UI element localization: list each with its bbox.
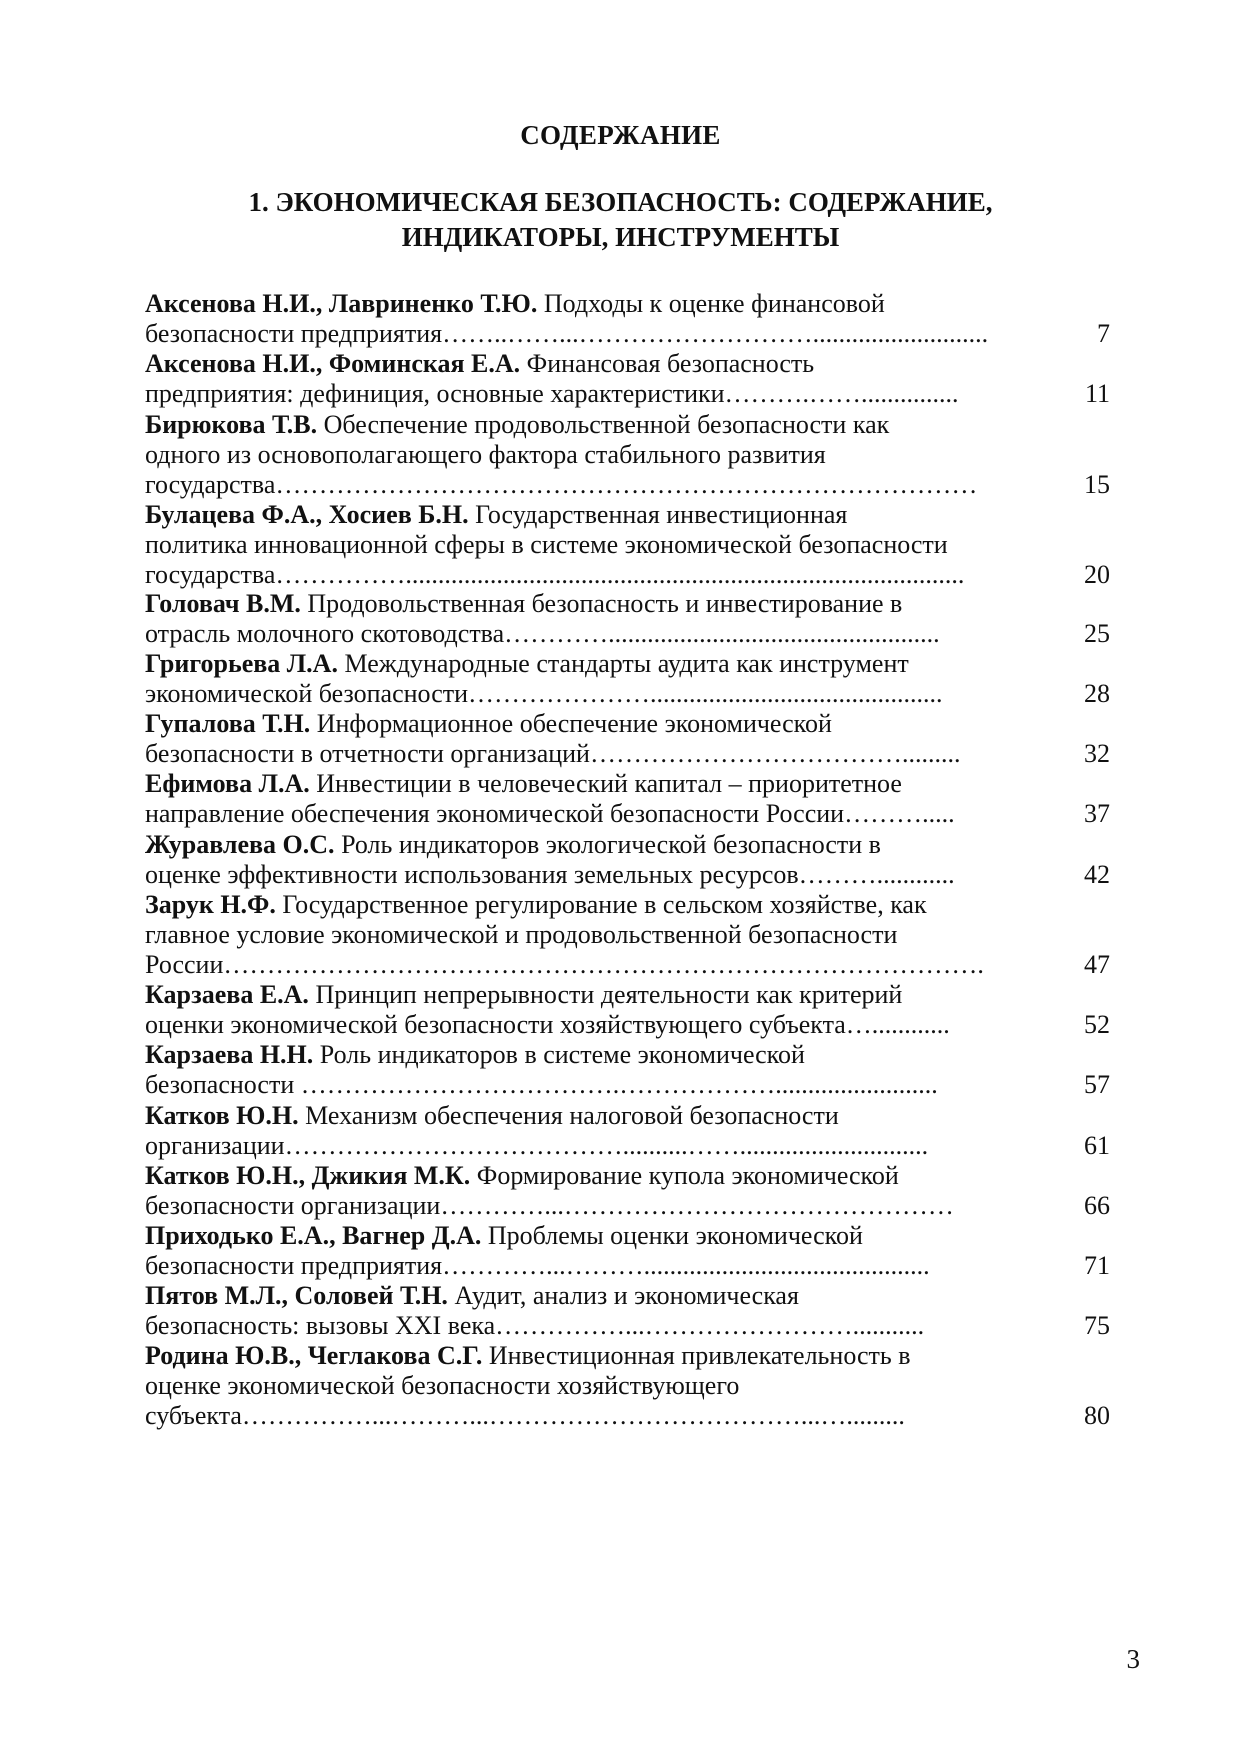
toc-page-number: 42 bbox=[1084, 860, 1110, 889]
toc-page-number: 32 bbox=[1084, 739, 1110, 768]
toc-title-line: безопасности предприятия……..……...………………………........................... bbox=[145, 319, 989, 348]
toc-entry-first-line bbox=[145, 587, 1065, 621]
toc-title-line: главное условие экономической и продовольственной безопасности bbox=[145, 920, 898, 949]
toc-title-start: Государственная инвестиционная bbox=[468, 500, 848, 529]
toc-entry-first-line bbox=[145, 978, 1065, 1012]
toc-page-number: 52 bbox=[1084, 1010, 1110, 1039]
section-title-line-1: 1. ЭКОНОМИЧЕСКАЯ БЕЗОПАСНОСТЬ: СОДЕРЖАНИЕ, bbox=[248, 187, 993, 217]
toc-page-number: 66 bbox=[1084, 1191, 1110, 1220]
toc-page-number: 20 bbox=[1084, 560, 1110, 589]
toc-entry-first-line bbox=[145, 347, 1065, 381]
toc-author: Зарук Н.Ф. bbox=[145, 890, 276, 919]
page-title: СОДЕРЖАНИЕ bbox=[520, 120, 721, 150]
toc-title-start: Информационное обеспечение экономической bbox=[310, 709, 832, 738]
toc-title-line: направление обеспечения экономической безопасности России………..... bbox=[145, 799, 955, 828]
toc-title-start: Подходы к оценке финансовой bbox=[537, 289, 885, 318]
toc-title-start: Формирование купола экономической bbox=[470, 1161, 899, 1190]
toc-page-number: 11 bbox=[1084, 379, 1110, 408]
toc-entry-first-line bbox=[145, 1038, 1065, 1072]
toc-author: Аксенова Н.И., Фоминская Е.А. bbox=[145, 349, 521, 378]
toc-entry-first-line bbox=[145, 1219, 1065, 1253]
toc-title-line: экономической безопасности…………………............................................. bbox=[145, 679, 943, 708]
toc-entry-first-line bbox=[145, 408, 1065, 442]
toc-title-start: Государственное регулирование в сельском хозяйстве, как bbox=[275, 890, 927, 919]
toc-page-number: 37 bbox=[1084, 799, 1110, 828]
toc-page-number: 15 bbox=[1084, 470, 1110, 499]
toc-entry-first-line bbox=[145, 1339, 1065, 1373]
toc-title-line: безопасности ……………………………….………………......................... bbox=[145, 1070, 938, 1099]
toc-title-line: политика инновационной сферы в системе экономической безопасности bbox=[145, 530, 948, 559]
toc-author: Родина Ю.В., Чеглакова С.Г. bbox=[145, 1341, 483, 1370]
toc-entry-first-line bbox=[145, 767, 1065, 801]
toc-title-start: Принцип непрерывности деятельности как критерий bbox=[308, 980, 903, 1009]
toc-title-start: Роль индикаторов экологической безопасности в bbox=[334, 830, 881, 859]
toc-page-number: 61 bbox=[1084, 1131, 1110, 1160]
toc-title-start: Продовольственная безопасность и инвестирование в bbox=[300, 589, 903, 618]
page-number: 3 bbox=[1126, 1644, 1140, 1674]
toc-page-number: 71 bbox=[1084, 1251, 1110, 1280]
toc-title-line: одного из основополагающего фактора стабильного развития bbox=[145, 440, 826, 469]
section-title bbox=[0, 185, 1241, 255]
toc-page-number: 25 bbox=[1084, 619, 1110, 648]
toc-author: Пятов М.Л., Соловей Т.Н. bbox=[145, 1281, 448, 1310]
toc-author: Бирюкова Т.В. bbox=[145, 410, 318, 439]
toc-title-line: отрасль молочного скотоводства…………................................................... bbox=[145, 619, 940, 648]
toc-author: Булацева Ф.А., Хосиев Б.Н. bbox=[145, 500, 469, 529]
toc-title-line: оценке экономической безопасности хозяйствующего bbox=[145, 1371, 740, 1400]
toc-author: Григорьева Л.А. bbox=[145, 649, 338, 678]
toc-author: Журавлева О.С. bbox=[145, 830, 335, 859]
toc-page-number: 47 bbox=[1084, 950, 1110, 979]
toc-page-number: 80 bbox=[1084, 1401, 1110, 1430]
toc-title-start: Инвестиции в человеческий капитал – приоритетное bbox=[309, 769, 902, 798]
toc-title-line: предприятия: дефиниция, основные характеристики……….……............... bbox=[145, 379, 959, 408]
toc-title-line: оценке эффективности использования земельных ресурсов………............ bbox=[145, 860, 955, 889]
toc-title-line: безопасности в отчетности организаций………………………………......... bbox=[145, 739, 961, 768]
toc-title-start: Аудит, анализ и экономическая bbox=[447, 1281, 799, 1310]
toc-page-number: 28 bbox=[1084, 679, 1110, 708]
toc-author: Головач В.М. bbox=[145, 589, 301, 618]
toc-page-number: 75 bbox=[1084, 1311, 1110, 1340]
toc-title-line: государства……………………………………………………………………… bbox=[145, 470, 978, 499]
toc-entry-first-line bbox=[145, 888, 1065, 922]
toc-title-line: оценки экономической безопасности хозяйствующего субъекта…............ bbox=[145, 1010, 950, 1039]
toc-page-number: 7 bbox=[1097, 319, 1110, 348]
toc-title-start: Роль индикаторов в системе экономической bbox=[313, 1040, 805, 1069]
toc-entry-first-line bbox=[145, 1099, 1065, 1133]
toc-title-start: Обеспечение продовольственной безопасности как bbox=[317, 410, 890, 439]
toc-author: Аксенова Н.И., Лавриненко Т.Ю. bbox=[145, 289, 538, 318]
toc-author: Приходько Е.А., Вагнер Д.А. bbox=[145, 1221, 482, 1250]
toc-title-start: Финансовая безопасность bbox=[520, 349, 815, 378]
toc-entry-first-line bbox=[145, 828, 1065, 862]
toc-author: Катков Ю.Н. bbox=[145, 1101, 299, 1130]
toc-title-line: субъекта……………...………...………………………………...…......... bbox=[145, 1401, 905, 1430]
toc-title-start: Проблемы оценки экономической bbox=[481, 1221, 863, 1250]
toc-title-line: организации…………………………………..........……............................. bbox=[145, 1131, 929, 1160]
toc-title-line: России……………………………………………………………………………. bbox=[145, 950, 984, 979]
toc-entry-first-line bbox=[145, 1159, 1065, 1193]
toc-page-number: 57 bbox=[1084, 1070, 1110, 1099]
toc-author: Ефимова Л.А. bbox=[145, 769, 310, 798]
toc-title-start: Инвестиционная привлекательность в bbox=[482, 1341, 911, 1370]
toc-title-line: безопасности предприятия…………...………............................................ bbox=[145, 1251, 930, 1280]
toc-title-line: государства……………...................................................................................... bbox=[145, 560, 965, 589]
toc-title-line: безопасность: вызовы XXI века……………...……………………........... bbox=[145, 1311, 925, 1340]
toc-author: Карзаева Е.А. bbox=[145, 980, 309, 1009]
toc-title-start: Международные стандарты аудита как инструмент bbox=[337, 649, 909, 678]
toc-entry-first-line bbox=[145, 287, 1065, 321]
toc-title-start: Механизм обеспечения налоговой безопасности bbox=[298, 1101, 839, 1130]
toc-entry-first-line bbox=[145, 498, 1065, 532]
toc-author: Гупалова Т.Н. bbox=[145, 709, 311, 738]
toc-author: Катков Ю.Н., Джикия М.К. bbox=[145, 1161, 471, 1190]
toc-entry-first-line bbox=[145, 647, 1065, 681]
toc-entry-first-line bbox=[145, 1279, 1065, 1313]
toc-author: Карзаева Н.Н. bbox=[145, 1040, 314, 1069]
toc-entry-first-line bbox=[145, 707, 1065, 741]
toc-title-line: безопасности организации…………...……………………………………… bbox=[145, 1191, 954, 1220]
section-title-line-2: ИНДИКАТОРЫ, ИНСТРУМЕНТЫ bbox=[401, 222, 840, 252]
